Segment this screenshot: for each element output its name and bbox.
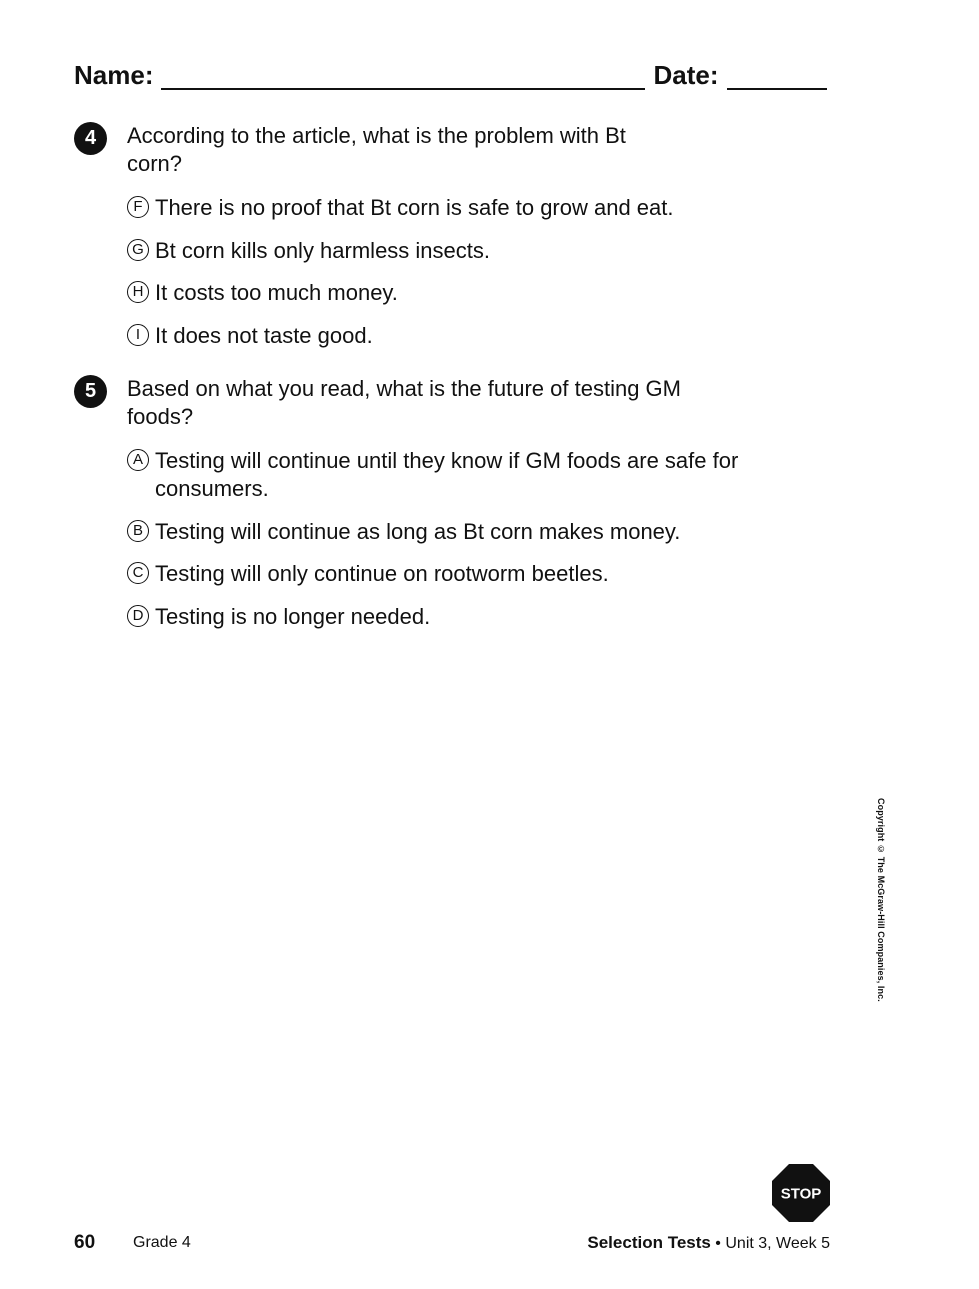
answer-option-f[interactable]: [127, 194, 767, 222]
answer-option-c[interactable]: [127, 560, 767, 588]
answer-bubble[interactable]: H: [127, 281, 149, 303]
answer-text: Testing will continue until they know if GM foods are safe for consumers.: [155, 448, 739, 501]
answer-bubble[interactable]: C: [127, 562, 149, 584]
answer-option-i[interactable]: [127, 322, 767, 350]
name-date-header: [74, 50, 834, 90]
stop-sign-icon: [772, 1164, 830, 1222]
question-number-badge: 5: [74, 375, 107, 408]
answer-text: Bt corn kills only harmless insects.: [155, 237, 490, 263]
answer-bubble[interactable]: A: [127, 449, 149, 471]
grade-label: Grade 4: [133, 1234, 191, 1251]
answer-bubble[interactable]: F: [127, 196, 149, 218]
question-text: According to the article, what is the problem with Bt corn?: [127, 123, 626, 176]
answer-bubble[interactable]: G: [127, 239, 149, 261]
answer-text: It costs too much money.: [155, 280, 398, 305]
answer-text: It does not taste good.: [155, 322, 373, 348]
page-number: 60: [74, 1232, 96, 1253]
answer-bubble[interactable]: B: [127, 520, 149, 542]
date-field-line[interactable]: [727, 62, 827, 90]
copyright-notice: Copyright © The McGraw-Hill Companies, Inc.: [876, 798, 886, 1002]
answer-option-b[interactable]: [127, 518, 767, 546]
date-label: Date:: [653, 60, 719, 90]
question-number-badge: 4: [74, 122, 107, 155]
answer-option-d[interactable]: [127, 603, 767, 631]
footer-source: [587, 1230, 830, 1257]
answer-option-a[interactable]: [127, 447, 767, 503]
page-footer: [74, 1230, 830, 1256]
answer-text: Testing is no longer needed.: [155, 603, 431, 629]
answer-bubble[interactable]: I: [127, 324, 149, 346]
question-text: Based on what you read, what is the future of testing GM foods?: [127, 376, 681, 429]
answer-text: There is no proof that Bt corn is safe to grow and eat.: [155, 195, 674, 220]
unit-week: Unit 3, Week 5: [725, 1235, 830, 1252]
answer-options: [127, 447, 767, 645]
book-title: Selection Tests: [587, 1233, 711, 1252]
answer-option-g[interactable]: [127, 237, 767, 265]
answer-options: [127, 194, 767, 364]
footer-separator: •: [715, 1235, 721, 1252]
answer-text: Testing will continue as long as Bt corn makes money.: [155, 518, 681, 544]
answer-bubble[interactable]: D: [127, 605, 149, 627]
answer-text: Testing will only continue on rootworm beetles.: [155, 561, 609, 586]
name-field-line[interactable]: [161, 62, 645, 90]
stop-sign-label: STOP: [780, 1185, 822, 1203]
answer-option-h[interactable]: [127, 279, 767, 307]
name-label: Name:: [74, 60, 154, 90]
